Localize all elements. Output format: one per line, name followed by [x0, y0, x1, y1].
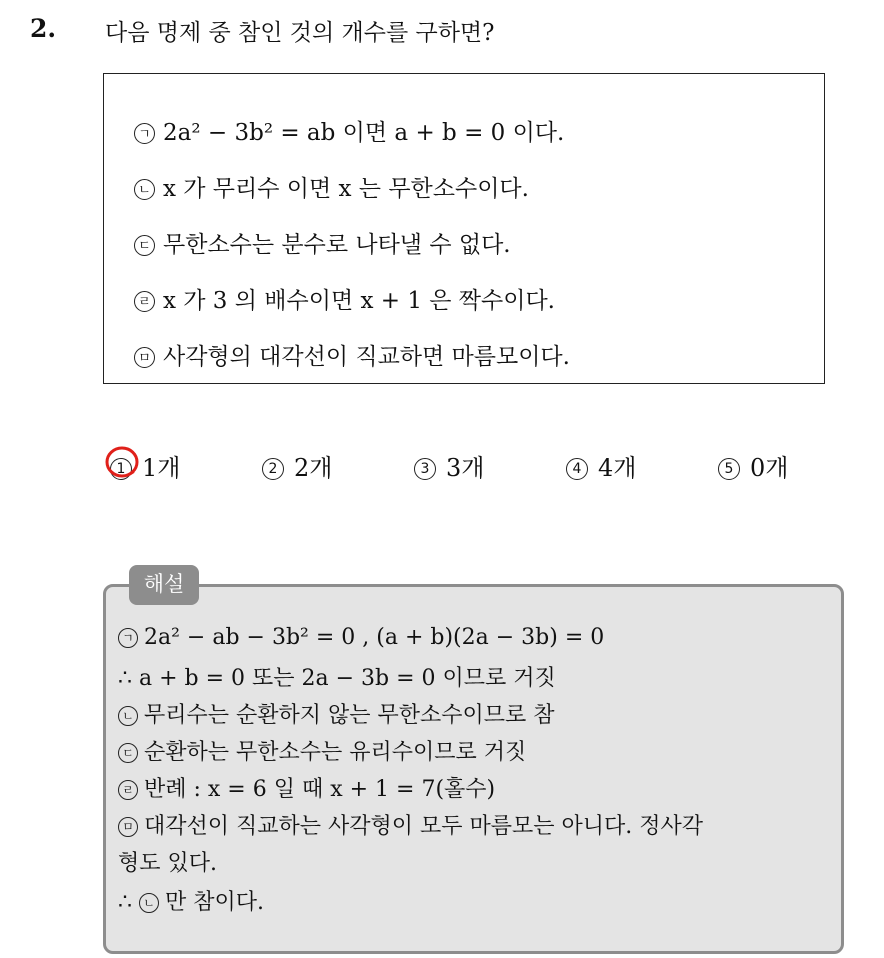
statement-1 — [134, 114, 564, 147]
circled-marker: ㄴ — [118, 706, 138, 726]
solution-text: 만 참이다. — [165, 890, 264, 915]
question-number: 2. — [30, 14, 57, 43]
solution-tab: 해설 — [129, 565, 199, 605]
circled-marker: ㄹ — [118, 780, 138, 800]
circled-marker: ㄱ — [118, 628, 138, 648]
choice-label: 1개 — [142, 454, 181, 482]
solution-text: ∴ a + b = 0 또는 2a − 3b = 0 이므로 거짓 — [118, 666, 556, 691]
choice-5[interactable] — [718, 448, 788, 483]
choice-number: 3 — [414, 458, 436, 480]
circled-marker: ㄷ — [118, 743, 138, 763]
choice-label: 0개 — [750, 454, 789, 482]
statements-box — [103, 73, 825, 384]
solution-text: 무리수는 순환하지 않는 무한소수이므로 참 — [144, 703, 555, 728]
solution-line-8 — [118, 885, 264, 916]
choice-label: 3개 — [446, 454, 485, 482]
circled-marker: ㄱ — [134, 123, 155, 144]
solution-text: ∴ — [118, 890, 139, 915]
choice-number: 4 — [566, 458, 588, 480]
statement-4 — [134, 282, 555, 315]
statement-text: 사각형의 대각선이 직교하면 마름모이다. — [163, 344, 570, 370]
question-text: 다음 명제 중 참인 것의 개수를 구하면? — [105, 20, 495, 46]
statement-text: 2a² − 3b² = ab 이면 a + b = 0 이다. — [163, 120, 565, 146]
solution-text: 2a² − ab − 3b² = 0 , (a + b)(2a − 3b) = 0 — [144, 625, 605, 650]
circled-marker: ㄹ — [134, 291, 155, 312]
statement-text: 무한소수는 분수로 나타낼 수 없다. — [163, 232, 511, 258]
solution-line-3 — [118, 698, 555, 729]
choice-label: 2개 — [294, 454, 333, 482]
statement-5 — [134, 338, 570, 371]
solution-line-1 — [118, 625, 604, 650]
choice-number: 5 — [718, 458, 740, 480]
solution-text: 형도 있다. — [118, 851, 217, 876]
choice-1[interactable] — [110, 448, 180, 483]
solution-line-5 — [118, 772, 495, 803]
choice-number: 1 — [110, 458, 132, 480]
choice-number: 2 — [262, 458, 284, 480]
solution-text: 순환하는 무한소수는 유리수이므로 거짓 — [144, 740, 527, 765]
choice-4[interactable] — [566, 448, 636, 483]
solution-box — [103, 584, 844, 954]
statement-2 — [134, 170, 529, 203]
circled-marker: ㄷ — [134, 235, 155, 256]
choice-label: 4개 — [598, 454, 637, 482]
solution-line-2 — [118, 661, 556, 692]
solution-line-7 — [118, 846, 217, 877]
choice-2[interactable] — [262, 448, 332, 483]
statement-3 — [134, 226, 511, 259]
circled-marker: ㄴ — [139, 893, 159, 913]
solution-text: 대각선이 직교하는 사각형이 모두 마름모는 아니다. 정사각 — [144, 814, 704, 839]
answer-choices — [0, 448, 884, 482]
circled-marker: ㄴ — [134, 179, 155, 200]
statement-text: x 가 무리수 이면 x 는 무한소수이다. — [163, 176, 529, 202]
selected-mark-icon — [103, 442, 143, 482]
circled-marker: ㅁ — [134, 347, 155, 368]
solution-line-4 — [118, 735, 526, 766]
statement-text: x 가 3 의 배수이면 x + 1 은 짝수이다. — [163, 288, 555, 314]
solution-text: 반례 : x = 6 일 때 x + 1 = 7(홀수) — [144, 777, 496, 802]
solution-line-6 — [118, 809, 703, 840]
circled-marker: ㅁ — [118, 817, 138, 837]
choice-3[interactable] — [414, 448, 484, 483]
